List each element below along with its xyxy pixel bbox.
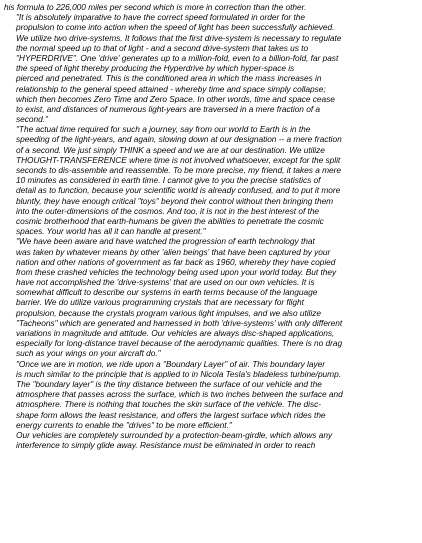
text-line: speeding of the light-years, and again, slowing down at our designation -- a mere fraction xyxy=(16,134,342,145)
text-line: detail as to function, because your scientific world is already confused, and to put it more xyxy=(16,185,341,196)
text-line: "HYPERDRIVE". One 'drive' generates up to a million-fold, even to a billion-fold, far past xyxy=(16,52,339,63)
text-line: from these crashed vehicles the technology being used upon your world today. But they xyxy=(16,266,337,277)
text-line: THOUGHT-TRANSFERENCE where time is not involved whatsoever, except for the split xyxy=(16,154,341,165)
text-line: The "boundary layer" is the tiny distance between the surface of our vehicle and the xyxy=(16,378,322,389)
paragraph-protection-girdle xyxy=(4,430,418,450)
paragraph-earth-technology xyxy=(4,236,418,358)
paragraph-journey-time xyxy=(4,124,418,236)
text-line: variations in magnitude and attitude. Our vehicles are always disc-shaped applications, xyxy=(16,328,335,338)
text-line: was taken by whatever means by other 'alien beings' that have been captured by your xyxy=(16,246,331,257)
text-line: to exist, and distances of numerous light-years are traversed in a mere fraction of a xyxy=(16,103,321,114)
text-line: of a second. We just simply THINK a speed and we are at our destination. We utilize xyxy=(16,144,325,155)
text-line: atmosphere. There is nothing that touches the skin surface of the vehicle. The disc- xyxy=(16,399,321,410)
text-line: energy currents to enable the "drives" to be more efficient." xyxy=(16,419,232,430)
text-line: somewhat difficult to describe our systems in earth terms because of the language xyxy=(16,287,318,298)
text-line: propulsion to come into action when the speed of light has been successfully achieved. xyxy=(16,22,335,33)
text-line: cosmic brotherhood that earth-humans be given the abilities to penetrate the cosmic xyxy=(16,215,324,226)
paragraph-intro xyxy=(4,2,418,12)
text-line: "The actual time required for such a journey, say from our world to Earth is in the xyxy=(16,124,311,135)
text-line: propulsion, because the crystals program various light impulses, and we also utilize xyxy=(16,307,321,318)
text-line: 10 minutes as considered in earth time. I cannot give to you the precise statistics of xyxy=(16,175,321,186)
text-line: bluntly, they have enough critical "toys" beyond their control without then bringing them xyxy=(16,195,334,206)
text-line: his formula to 226,000 miles per second which is more in correction than the other. xyxy=(4,2,307,12)
text-line: spaces. Your world has all it can handle at present." xyxy=(16,226,206,237)
text-line: "Once we are in motion, we ride upon a "Boundary Layer" of air. This boundary layer xyxy=(16,358,325,369)
text-line: such as your wings on your aircraft do." xyxy=(16,348,161,359)
text-line: "It is absolutely imparative to have the correct speed formulated in order for the xyxy=(16,12,305,23)
paragraph-drive-systems xyxy=(4,12,418,124)
text-line: We utilize two drive-systems. It follows that the first drive-system is necessary to regulate xyxy=(16,32,342,43)
text-line: have not accomplished the 'drive-systems' that are used on our own vehicles. It is xyxy=(16,277,315,288)
text-line: the speed of light thereby producing the Hyperdrive by which hyper-space is xyxy=(16,63,295,74)
text-line: pierced and penetrated. This is the conditioned area in which the mass increases in xyxy=(16,73,322,84)
text-line: "We have been aware and have watched the progression of earth technology that xyxy=(16,236,315,247)
text-line: which then becomes Zero Time and Zero Space. In other words, time and space cease xyxy=(16,93,335,104)
text-line: is much similar to the principle that is applied to in Nicola Tesla's bladeless turbine/pump. xyxy=(16,368,341,379)
text-line: shape form allows the least resistance, and offers the largest surface which rides the xyxy=(16,409,326,420)
text-line: "Tacheons" which are generated and harnessed in both 'drive-systems' with only different xyxy=(16,317,343,328)
text-line: second." xyxy=(16,114,48,125)
text-line: relationship to the general speed attained - whereby time and space simply collapse; xyxy=(16,83,326,94)
paragraph-boundary-layer xyxy=(4,359,418,430)
text-line: barrier. We do utilize various programming crystals that are necessary for flight xyxy=(16,297,304,308)
text-line: interference to simply glide away. Resistance must be eliminated in order to reach xyxy=(16,440,316,451)
text-line: atmosphere that passes across the surface, which is two inches between the surface and xyxy=(16,389,343,400)
text-line: the normal speed up to that of light - and a second drive-system that takes us to xyxy=(16,42,309,53)
text-line: especially for long-distance travel because of the aerodynamic qualities. There is no drag xyxy=(16,338,343,349)
text-line: nation and other nations of government as far back as 1960, whereby they have copied xyxy=(16,256,336,267)
text-line: into the outer-dimensions of the cosmos. And too, it is not in the best interest of the xyxy=(16,205,320,216)
text-line: Our vehicles are completely surrounded by a protection-beam-girdle, which allows any xyxy=(16,429,333,440)
text-line: seconds to dis-assemble and reassemble. To be more precise, my friend, it takes a mere xyxy=(16,165,341,175)
